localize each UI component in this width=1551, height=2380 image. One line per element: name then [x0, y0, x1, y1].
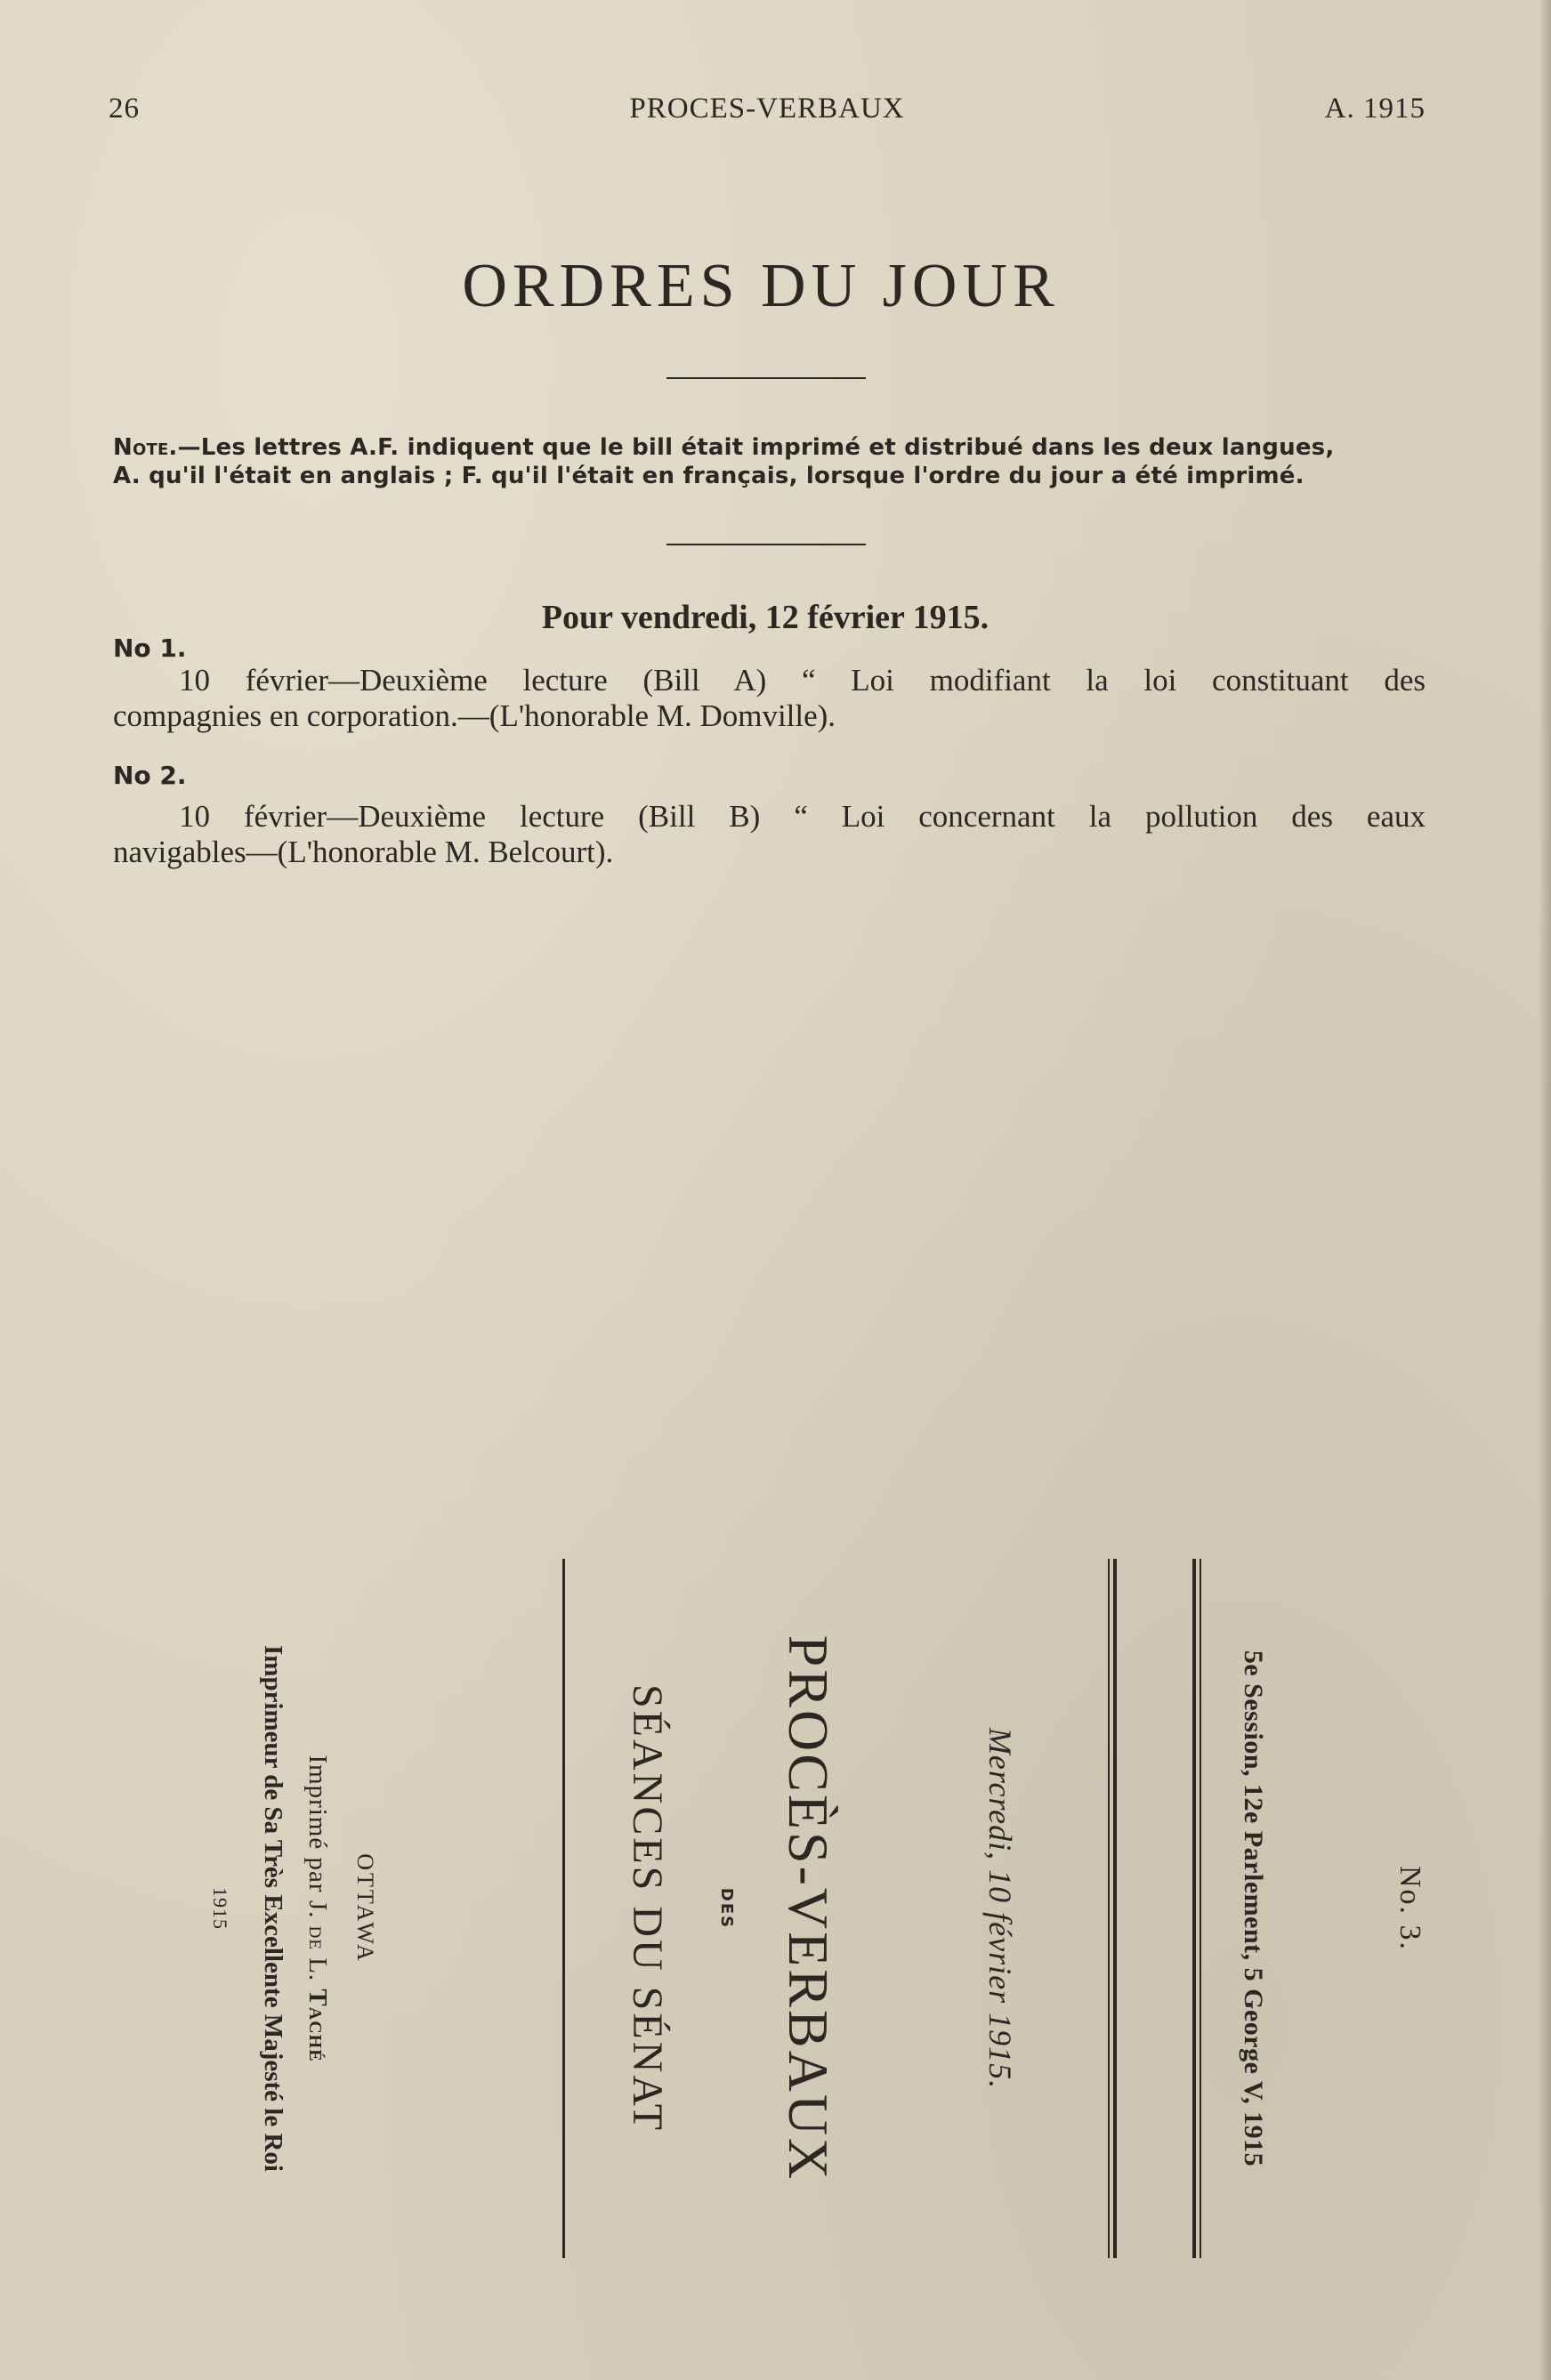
cover-rule	[562, 1559, 565, 2258]
cover-date: Mercredi, 10 février 1915.	[982, 1727, 1018, 2090]
entry-text	[113, 799, 1426, 870]
cover-page	[85, 1548, 1473, 2269]
page-edge-shadow	[1539, 0, 1551, 2380]
printer-de: de	[304, 1925, 331, 1950]
note-paragraph	[113, 433, 1426, 490]
cover-rule	[1108, 1559, 1110, 2258]
entry-line: 10 février—Deuxième lecture (Bill A) “ Loi modifiant la loi constituant des	[179, 663, 1426, 698]
divider	[666, 544, 866, 545]
cover-subtitle: SÉANCES DU SÉNAT	[624, 1683, 671, 2134]
note-line-1-text: —Les lettres A.F. indiquent que le bill était imprimé et distribué dans les deux langues,	[177, 434, 1335, 461]
rotated-cover-block	[85, 1548, 1473, 2269]
printer-name: Taché	[303, 1989, 332, 2062]
entry-line: navigables—(L'honorable M. Belcourt).	[113, 835, 614, 869]
cover-des: DES	[717, 1887, 736, 1930]
cover-title: PROCÈS-VERBAUX	[777, 1634, 840, 2182]
day-heading: Pour vendredi, 12 février 1915.	[541, 599, 990, 636]
note-line-2: A. qu'il l'était en anglais ; F. qu'il l'était en français, lorsque l'ordre du jour a été imprimé.	[113, 463, 1305, 489]
entry-line: compagnies en corporation.—(L'honorable M. Domville).	[113, 698, 836, 733]
cover-year: 1915	[209, 1887, 231, 1930]
printer-prefix: Imprimé par J.	[303, 1755, 332, 1926]
page-title: ORDRES DU JOUR	[462, 252, 1060, 320]
running-year: A. 1915	[1324, 93, 1426, 125]
cover-rule	[1113, 1559, 1117, 2258]
cover-content	[85, 1548, 1473, 2269]
cover-city: OTTAWA	[352, 1853, 378, 1964]
divider	[666, 377, 866, 379]
cover-number: No. 3.	[1393, 1865, 1426, 1952]
running-title: PROCES-VERBAUX	[629, 93, 905, 125]
printer-initial: L.	[303, 1949, 332, 1989]
note-lead: Note.	[113, 434, 178, 461]
cover-imprimeur: Imprimeur de Sa Très Excellente Majesté le Roi	[259, 1645, 287, 2172]
cover-rule	[1192, 1559, 1196, 2258]
entry-text	[113, 663, 1426, 734]
cover-session: 5e Session, 12e Parlement, 5 George V, 1915	[1239, 1650, 1268, 2167]
entry-number: No 2.	[113, 761, 187, 790]
running-head	[109, 93, 1426, 128]
cover-rule	[1200, 1559, 1201, 2258]
entry-number: No 1.	[113, 633, 187, 663]
note-line-1	[113, 433, 1426, 462]
cover-printer	[303, 1548, 332, 2269]
page-number: 26	[109, 93, 140, 125]
entry-line: 10 février—Deuxième lecture (Bill B) “ Loi concernant la pollution des eaux	[179, 799, 1426, 834]
